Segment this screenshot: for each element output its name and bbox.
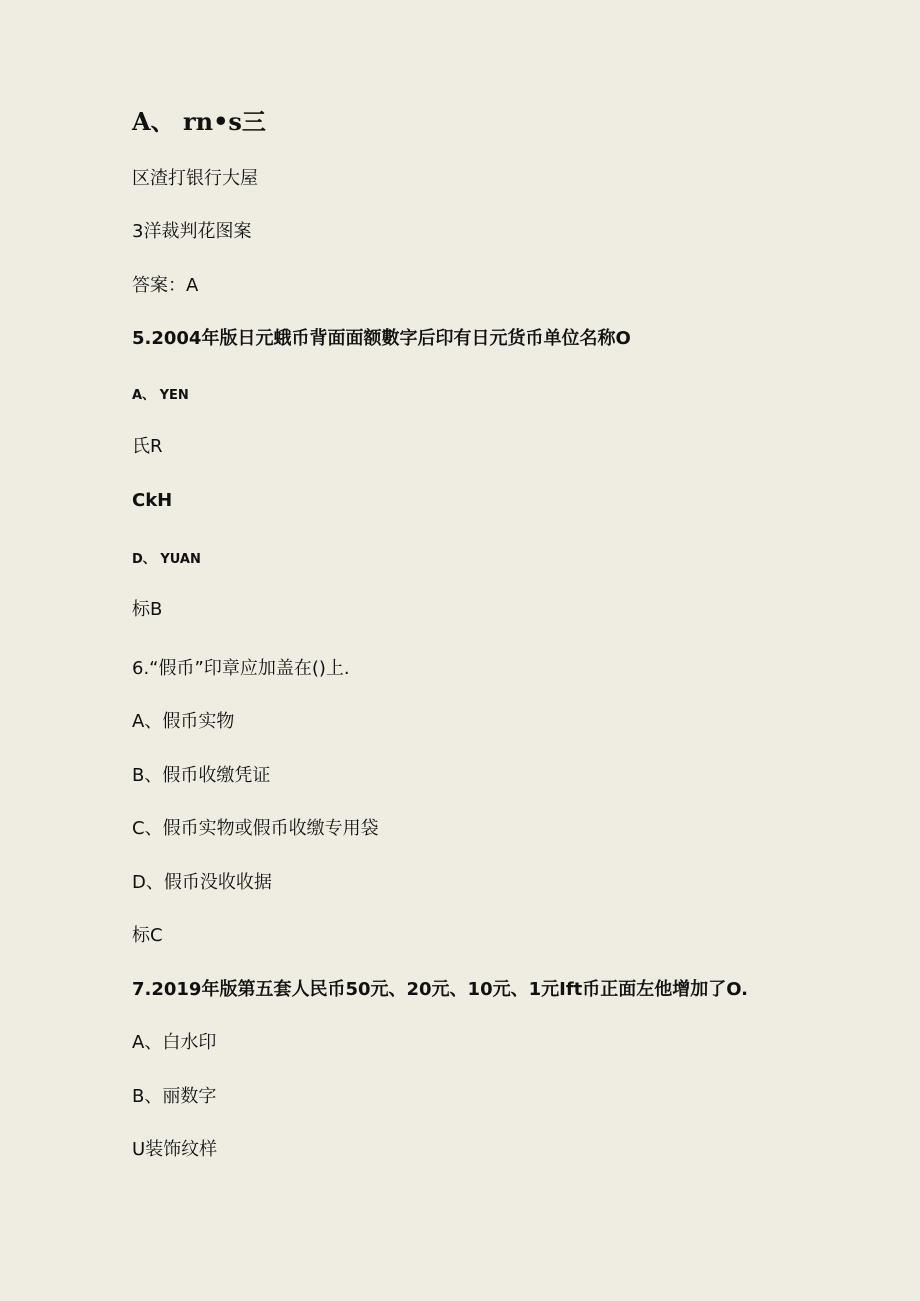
option-b-q7: B、丽数字 [132, 1086, 217, 1107]
question-5: 5.2004年版日元蛾币背面面额數字后印有日元货币单位名称O [132, 328, 631, 349]
text-line-2: 区渣打银行大屋 [132, 168, 258, 189]
option-c-q7: U装饰纹样 [132, 1139, 218, 1160]
answer-q6: 标C [132, 925, 163, 946]
option-b-q5: 氏R [132, 436, 163, 457]
option-a-q5: A、 YEN [132, 388, 189, 403]
option-a-q6: A、假币实物 [132, 711, 235, 732]
text-line-4: 答案：A [132, 275, 199, 296]
option-a-q7: A、白水印 [132, 1032, 217, 1053]
option-c-q5: CkH [132, 490, 173, 511]
option-c-q6: C、假币实物或假币收缴专用袋 [132, 818, 379, 839]
question-7: 7.2019年版第五套人民币50元、20元、10元、1元Ift币正面左他增加了O. [132, 979, 749, 1000]
text-line-1: A、 rn•s三 [132, 107, 266, 136]
option-b-q6: B、假币收缴凭证 [132, 765, 271, 786]
answer-q5: 标B [132, 599, 163, 620]
option-d-q5: D、 YUAN [132, 552, 201, 567]
question-6: 6.“假币”印章应加盖在()上. [132, 658, 350, 679]
option-d-q6: D、假币没收收据 [132, 872, 272, 893]
text-line-3: 3洋裁判花图案 [132, 221, 252, 242]
